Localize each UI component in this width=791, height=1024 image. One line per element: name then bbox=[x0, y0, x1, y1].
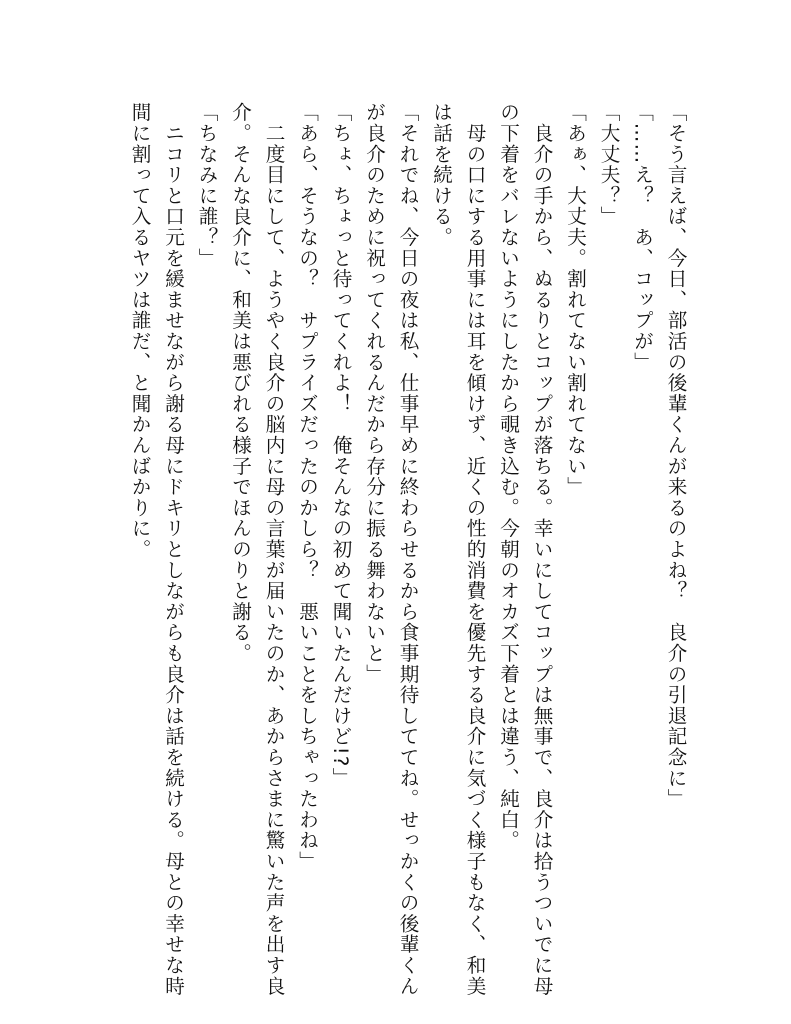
text-line: 「大丈夫？」 bbox=[597, 102, 620, 227]
text-line: の下着をバレないようにしたから覗き込む。今朝のオカズ下着とは違う、純白。 bbox=[496, 102, 520, 851]
text-line: が良介のために祝ってくれるんだから存分に振る舞わないと」 bbox=[362, 102, 386, 685]
text-line: は話を続ける。 bbox=[429, 102, 453, 248]
text-line: 間に割って入るヤツは誰だ、と聞かんばかりに。 bbox=[128, 102, 151, 560]
text-line: 二度目にして、ようやく良介の脳内に母の言葉が届いたのか、あからさまに驚いた声を出す良 bbox=[262, 102, 285, 997]
text-line: 「あら、そうなの？ サプライズだったのかしら？ 悪いことをしちゃったわね」 bbox=[295, 102, 319, 872]
vertical-text-body bbox=[123, 102, 693, 997]
text-line: 良介の手から、ぬるりとコップが落ちる。幸いにしてコップは無事で、良介は拾うついでに母 bbox=[530, 102, 553, 997]
text-line: 介。そんな良介に、和美は悪びれる様子でほんのりと謝る。 bbox=[228, 102, 252, 664]
text-line: 「それでね、今日の夜は私、仕事早めに終わらせるから食事期待しててね。せっかくの後輩くん bbox=[396, 102, 419, 997]
text-line: 「そう言えば、今日、部活の後輩くんが来るのよね？ 良介の引退記念に」 bbox=[664, 102, 687, 810]
text-line: 「ちなみに誰？」 bbox=[195, 102, 218, 269]
text-line: 母の口にする用事には耳を傾けず、近くの性的消費を優先する良介に気づく様子もなく、和美 bbox=[463, 102, 486, 997]
text-line: 「ちょ、ちょっと待ってくれよ！ 俺そんなの初めて聞いたんだけど!?」 bbox=[329, 102, 352, 789]
text-line: 「……え？ あ、コップが」 bbox=[630, 102, 654, 373]
text-line: ニコリと口元を緩ませながら謝る母にドキリとしながらも良介は話を続ける。母との幸せな時 bbox=[161, 102, 185, 997]
text-line: 「あぁ、大丈夫。割れてない割れてない」 bbox=[563, 102, 587, 498]
